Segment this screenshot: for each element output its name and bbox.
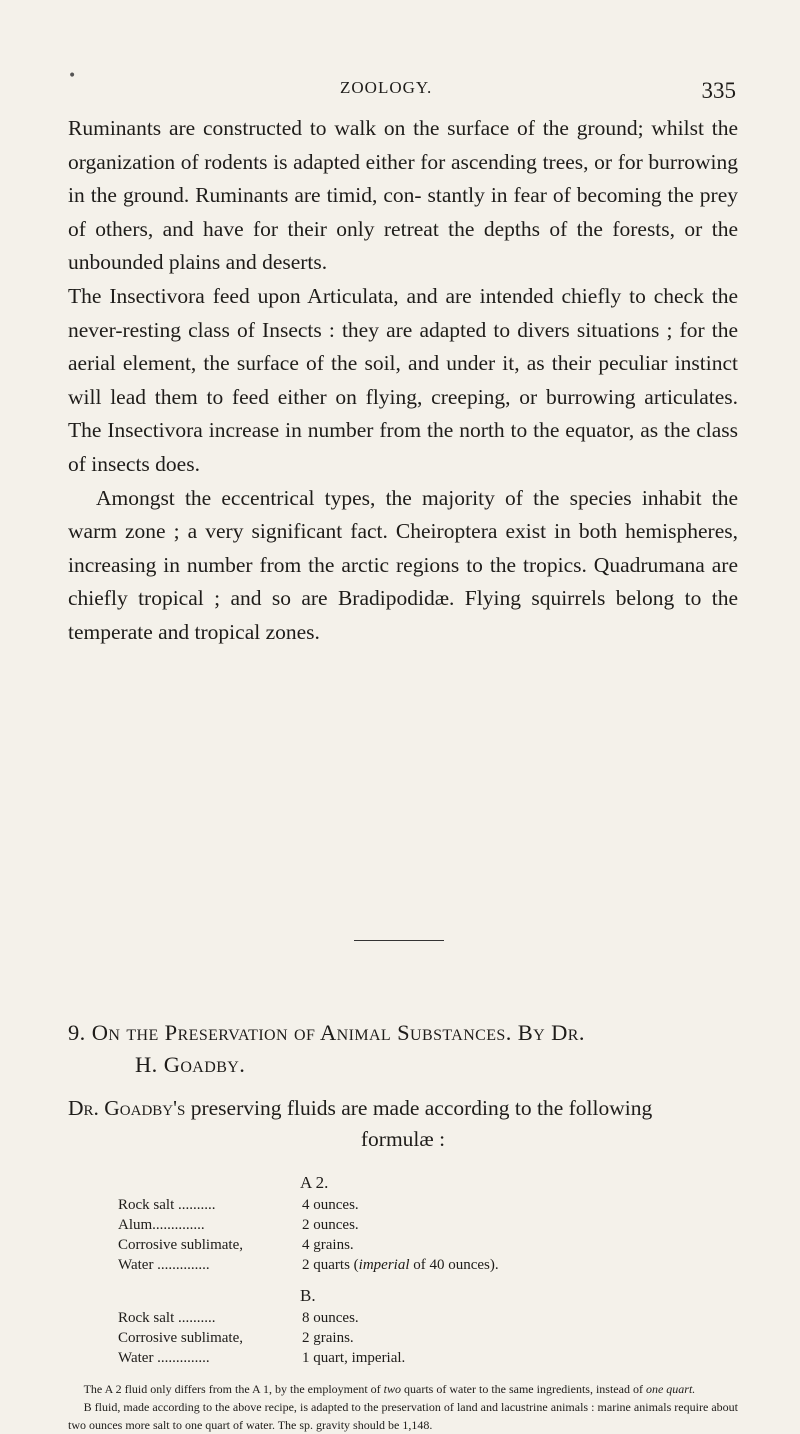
amount-tail: of 40 ounces). xyxy=(409,1257,499,1273)
intro-text: preserving fluids are made according to the following xyxy=(185,1096,653,1120)
amount: 2 grains. xyxy=(302,1330,354,1346)
running-title: ZOOLOGY. xyxy=(340,78,433,97)
amount: 2 ounces. xyxy=(302,1217,359,1233)
paragraph-insectivora: The Insectivora feed upon Articulata, and are intended chiefly to check the never-resting class of Insects : they are adapted to divers situations ; for the aerial element, the surface of the soil, and under it, as their peculiar instinct will lead them to feed either on flying, creeping, or burrowing articulates. The Insectivora increase in number from the north to the equator, as the class of insects does. xyxy=(68,283,738,476)
formula-a xyxy=(118,1173,499,1275)
formula-row xyxy=(118,1215,499,1235)
paragraph-text: quarts of water to the same ingredients, instead of xyxy=(401,1382,646,1396)
formula-b xyxy=(118,1286,405,1368)
ingredient: Corrosive sublimate, xyxy=(118,1330,243,1346)
ingredient: Alum.............. xyxy=(118,1217,205,1233)
formula-row xyxy=(118,1195,499,1215)
emphasis: two xyxy=(383,1382,402,1396)
amount: 1 quart, imperial. xyxy=(302,1350,406,1366)
body-text-top xyxy=(68,112,738,650)
paragraph-b-fluid: B fluid, made according to the above recipe, is adapted to the preservation of land and lacustrine animals : marine animals require about two ounces more salt to one quart of water. The sp. gravity should be 1,148. xyxy=(68,1400,738,1432)
author-name: Dr. Goadby's xyxy=(68,1096,186,1120)
ingredient: Rock salt .......... xyxy=(118,1310,216,1326)
emphasis: one quart. xyxy=(645,1382,696,1396)
page-mark: • xyxy=(68,68,77,84)
intro-formulae: formulæ : xyxy=(360,1127,446,1151)
section-heading-line1: 9. On the Preservation of Animal Substances. By Dr. xyxy=(68,1020,585,1045)
formula-row xyxy=(118,1348,405,1368)
paragraph-text: The A 2 fluid only differs from the A 1, by the employment of xyxy=(83,1382,381,1396)
section-intro xyxy=(68,1093,778,1155)
paragraph-a2-fluid xyxy=(68,1380,738,1398)
amount-italic: imperial xyxy=(358,1257,410,1273)
ingredient: Water .............. xyxy=(118,1257,210,1273)
body-text-bottom xyxy=(68,1380,738,1434)
section-heading-line2: H. Goadby. xyxy=(135,1052,246,1077)
paragraph-eccentrical-types: Amongst the eccentrical types, the majority of the species inhabit the warm zone ; a very significant fact. Cheiroptera exist in both hemispheres, increasing in number from the arctic regions to the tropics. Quadrumana are chiefly tropical ; and so are Bradipodidæ. Flying squirrels belong to the temperate and tropical zones. xyxy=(68,485,738,644)
formula-row xyxy=(118,1328,405,1348)
formula-row xyxy=(118,1308,405,1328)
amount: 8 ounces. xyxy=(302,1310,359,1326)
ingredient: Rock salt .......... xyxy=(118,1197,216,1213)
formula-row xyxy=(118,1255,499,1275)
formula-b-label: B. xyxy=(300,1286,316,1305)
formula-row xyxy=(118,1235,499,1255)
page-number: 335 xyxy=(701,78,736,103)
ingredient: Water .............. xyxy=(118,1350,210,1366)
amount: 4 grains. xyxy=(302,1237,354,1253)
paragraph-ruminants: Ruminants are constructed to walk on the surface of the ground; whilst the organization of rodents is adapted either for ascending trees, or for burrowing in the ground. Ruminants are timid, con- stantly in fear of becoming the prey of others, and have for their only retreat the depths of the forests, or the unbounded plains and deserts. xyxy=(68,116,738,275)
amount: 4 ounces. xyxy=(302,1197,359,1213)
ingredient: Corrosive sublimate, xyxy=(118,1237,243,1253)
formula-a-label: A 2. xyxy=(300,1173,329,1192)
section-heading xyxy=(68,1017,768,1081)
section-divider xyxy=(354,940,444,941)
amount: 2 quarts ( xyxy=(302,1257,359,1273)
